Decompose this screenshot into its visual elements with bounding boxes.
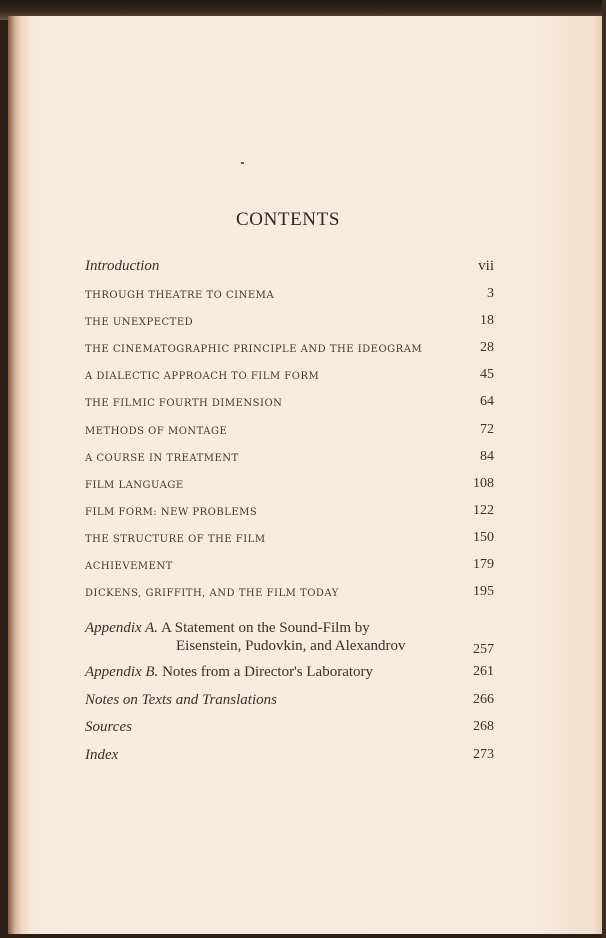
toc-entry [0,476,606,496]
toc-entry-label: THE FILMIC FOURTH DIMENSION [85,398,283,409]
toc-entry [0,719,606,739]
toc-entry [0,449,606,469]
toc-entry-page: 84 [480,449,494,464]
toc-entry-label: FILM FORM: NEW PROBLEMS [85,507,258,518]
toc-entry-page: 150 [473,530,494,545]
appendix-a-title-line2: Eisenstein, Pudovkin, and Alexandrov [176,638,406,654]
toc-entry-label: Sources [85,719,132,735]
toc-entry-label: FILM LANGUAGE [85,480,184,491]
toc-entry-page: 3 [487,286,494,301]
toc-entry [0,692,606,712]
toc-entry-appendix-a-continuation [0,638,606,658]
toc-entry-label: THE STRUCTURE OF THE FILM [85,534,266,545]
toc-entry-page: 108 [473,476,494,491]
toc-entry-page: 261 [473,664,494,679]
toc-entry [0,313,606,333]
toc-entry [0,286,606,306]
contents-title: CONTENTS [235,209,341,230]
toc-entry [0,422,606,442]
toc-entry-page: 45 [480,367,494,382]
toc-entry-label: A DIALECTIC APPROACH TO FILM FORM [85,371,320,382]
toc-entry-label [85,620,370,637]
toc-entry-page: 273 [473,747,494,762]
toc-entry-page: 122 [473,503,494,518]
toc-entry-label: Notes on Texts and Translations [85,692,277,708]
toc-entry-page: 179 [473,557,494,572]
toc-entry-page: 18 [480,313,494,328]
toc-entry [0,747,606,767]
toc-entry-label [85,664,373,681]
toc-entry-label: THE CINEMATOGRAPHIC PRINCIPLE AND THE IDEOGRAM [85,344,423,355]
toc-entry-appendix-b [0,664,606,684]
toc-entry [0,503,606,523]
toc-entry-page: 257 [473,642,494,657]
toc-entry [0,584,606,604]
appendix-a-title-line1: A Statement on the Sound-Film by [160,620,370,636]
toc-entry-label: A COURSE IN TREATMENT [85,453,239,464]
toc-entry-page: 28 [480,340,494,355]
toc-entry-page: 268 [473,719,494,734]
toc-entry-appendix-a [0,620,606,640]
toc-entry [0,367,606,387]
toc-entry-label: ACHIEVEMENT [85,561,173,572]
toc-entry-label: THROUGH THEATRE TO CINEMA [85,290,275,301]
appendix-b-title: Notes from a Director's Laboratory [162,664,374,680]
toc-entry [0,557,606,577]
toc-entry-label: METHODS OF MONTAGE [85,426,228,437]
toc-entry [0,394,606,414]
toc-entry-page: 195 [473,584,494,599]
toc-entry [0,340,606,360]
toc-entry-label: Index [85,747,119,763]
appendix-a-prefix: Appendix A. [85,620,159,636]
appendix-b-prefix: Appendix B. [85,664,159,680]
toc-entry-page: 64 [480,394,494,409]
toc-entry-label: DICKENS, GRIFFITH, AND THE FILM TODAY [85,588,339,599]
toc-entry-page: 72 [480,422,494,437]
toc-entry-page: vii [478,258,494,274]
toc-entry-introduction [0,258,606,278]
toc-entry-label: THE UNEXPECTED [85,317,194,328]
toc-entry-label: Introduction [85,258,160,274]
toc-entry [0,530,606,550]
toc-entry-page: 266 [473,692,494,707]
